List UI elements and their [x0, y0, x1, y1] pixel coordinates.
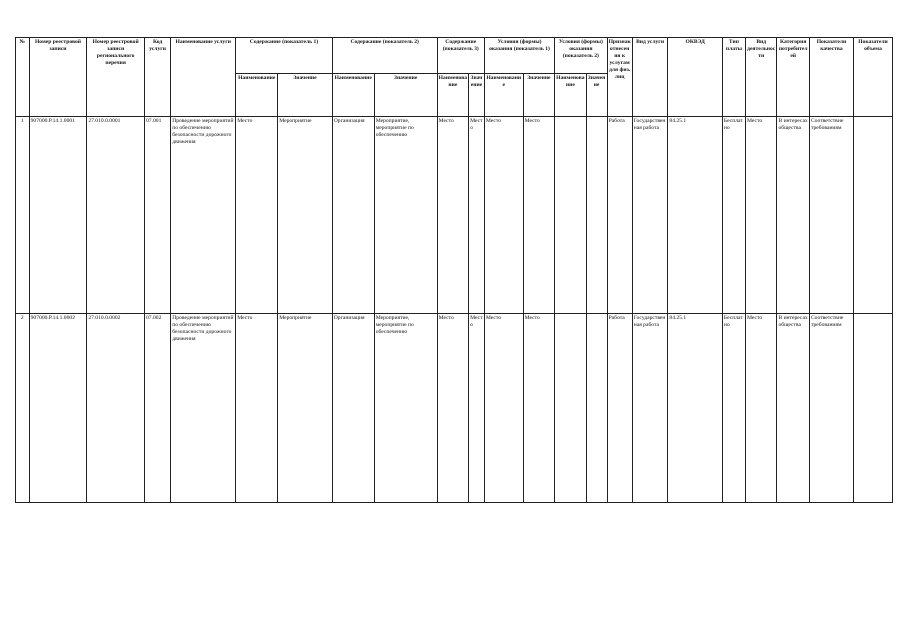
sub-value: Значение — [469, 74, 485, 117]
cell-content1-name: Место — [236, 314, 278, 503]
registry-table — [15, 37, 893, 503]
cell-volume — [854, 314, 893, 503]
sub-name: Наименование — [555, 74, 586, 117]
col-conditions-1: Условия (формы) оказания (показатель 1) — [484, 38, 554, 74]
sub-value: Значение — [523, 74, 554, 117]
cell-cond2-value — [586, 314, 607, 503]
cell-content1-name: Место — [236, 117, 278, 314]
cell-num: 1 — [16, 117, 30, 314]
table-row — [16, 314, 893, 503]
col-content-2: Содержание (показатель 2) — [332, 38, 437, 74]
col-reg-number-regional: Номер реестровой записи регионального перечня — [87, 38, 145, 117]
cell-cond1-value: Место — [523, 314, 554, 503]
cell-cond2-value — [586, 117, 607, 314]
cell-service-code: 07.001 — [145, 117, 171, 314]
cell-content2-value: Мероприятие, мероприятие по обеспечению — [374, 117, 437, 314]
cell-service-name: Проведение мероприятий по обеспечению безопасности дорожного движения — [171, 117, 236, 314]
sub-value: Значение — [374, 74, 437, 117]
col-sign: Признак отнесения к услугам для физ. лиц — [607, 38, 632, 117]
cell-num: 2 — [16, 314, 30, 503]
cell-reg-number-regional: 27.010.0.0001 — [87, 117, 145, 314]
cell-content3-name: Место — [437, 314, 468, 503]
col-reg-number: Номер реестровой записи — [29, 38, 87, 117]
col-conditions-2: Условия (формы) оказания (показатель 2) — [555, 38, 607, 74]
cell-content2-name: Организация — [332, 117, 374, 314]
cell-quality: Соответствие требованиям — [809, 117, 853, 314]
col-num: № — [16, 38, 30, 117]
cell-category: В интересах общества — [777, 117, 810, 314]
col-service-type: Вид услуги — [632, 38, 668, 117]
sub-value: Значение — [278, 74, 333, 117]
cell-cond1-value: Место — [523, 117, 554, 314]
cell-category: В интересах общества — [777, 314, 810, 503]
cell-okpd: Место — [745, 314, 776, 503]
cell-okved: 84.25.1 — [668, 117, 723, 314]
cell-cond2-name — [555, 314, 586, 503]
cell-cond1-name: Место — [484, 117, 523, 314]
col-category: Категория потребителей — [777, 38, 810, 117]
col-quality: Показатели качества — [809, 38, 853, 117]
col-okpd: Вид деятельности — [745, 38, 776, 117]
sub-value: Значение — [586, 74, 607, 117]
col-service-name: Наименование услуги — [171, 38, 236, 117]
cell-sign: Работа — [607, 314, 632, 503]
sub-name: Наименование — [437, 74, 468, 117]
cell-reg-number: 907000.Р.14.1.0001 — [29, 117, 87, 314]
cell-quality: Соответствие требованиям — [809, 314, 853, 503]
cell-content2-value: Мероприятие, мероприятие по обеспечению — [374, 314, 437, 503]
sub-name: Наименование — [484, 74, 523, 117]
col-service-code: Код услуги — [145, 38, 171, 117]
cell-payment: Бесплатно — [722, 314, 745, 503]
cell-okpd: Место — [745, 117, 776, 314]
cell-service-name: Проведение мероприятий по обеспечению безопасности дорожного движения — [171, 314, 236, 503]
cell-okved: 84.25.1 — [668, 314, 723, 503]
cell-service-type: Государственная работа — [632, 117, 668, 314]
cell-content3-value: Место — [469, 314, 485, 503]
col-okved: ОКВЭД — [668, 38, 723, 117]
cell-cond1-name: Место — [484, 314, 523, 503]
cell-cond2-name — [555, 117, 586, 314]
col-payment: Тип платы — [722, 38, 745, 117]
cell-content1-value: Мероприятие — [278, 314, 333, 503]
cell-reg-number-regional: 27.010.0.0002 — [87, 314, 145, 503]
cell-content2-name: Организация — [332, 314, 374, 503]
cell-service-type: Государственная работа — [632, 314, 668, 503]
header-row-1 — [16, 38, 893, 74]
cell-reg-number: 907000.Р.14.1.0002 — [29, 314, 87, 503]
sub-name: Наименование — [332, 74, 374, 117]
col-content-3: Содержание (показатель 3) — [437, 38, 484, 74]
table-row — [16, 117, 893, 314]
cell-content1-value: Мероприятие — [278, 117, 333, 314]
cell-service-code: 07.002 — [145, 314, 171, 503]
col-content-1: Содержание (показатель 1) — [236, 38, 333, 74]
cell-content3-value: Место — [469, 117, 485, 314]
col-volume: Показатели объема — [854, 38, 893, 117]
cell-volume — [854, 117, 893, 314]
sub-name: Наименование — [236, 74, 278, 117]
cell-sign: Работа — [607, 117, 632, 314]
cell-payment: Бесплатно — [722, 117, 745, 314]
cell-content3-name: Место — [437, 117, 468, 314]
